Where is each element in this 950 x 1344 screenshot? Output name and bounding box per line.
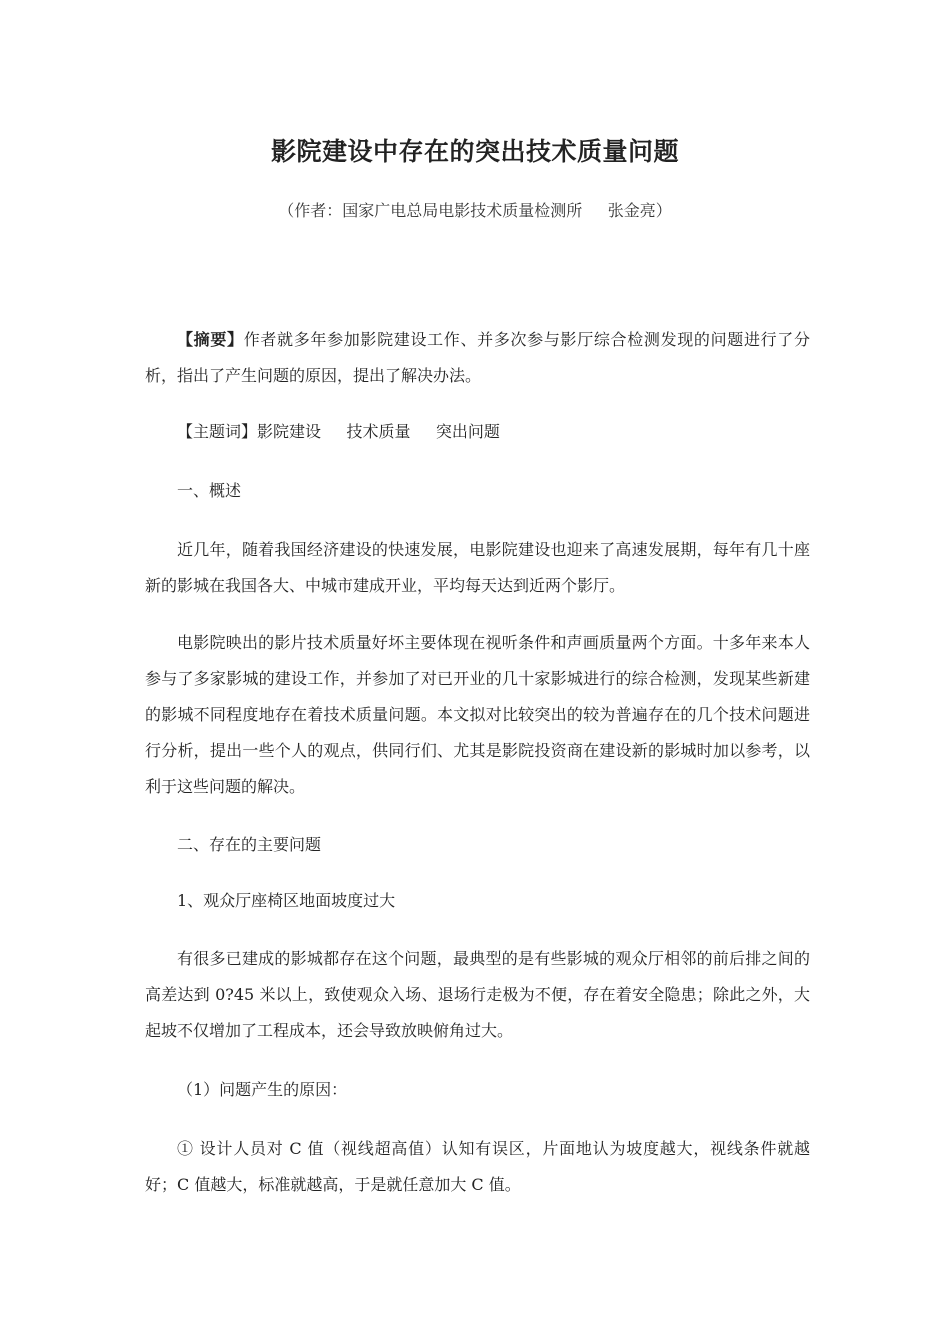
intro-paragraph-1: 近几年，随着我国经济建设的快速发展，电影院建设也迎来了高速发展期，每年有几十座新的影城在我国各大、中城市建成开业，平均每天达到近两个影厅。 [145,540,810,595]
section-heading-overview: 一、概述 [177,481,242,500]
item-paragraph-slope: 有很多已建成的影城都存在这个问题，最典型的是有些影城的观众厅相邻的前后排之间的高差达到 0?45 米以上，致使观众入场、退场行走极为不便，存在着安全隐患；除此之外，大起坡不仅增加了工程成本，还会导致放映俯角过大。 [145,949,810,1040]
cause-point-1: ① 设计人员对 C 值（视线超高值）认知有误区，片面地认为坡度越大，视线条件就越好；C 值越大，标准就越高，于是就任意加大 C 值。 [145,1139,810,1194]
cause-heading: （1）问题产生的原因： [177,1080,348,1099]
section-heading-main-problems: 二、存在的主要问题 [177,835,322,854]
abstract-text: 作者就多年参加影院建设工作、并多次参与影厅综合检测发现的问题进行了分析，指出了产生问题的原因，提出了解决办法。 [145,330,810,385]
keywords-label: 【主题词】 [177,422,258,441]
item-heading-slope: 1、观众厅座椅区地面坡度过大 [177,891,396,910]
abstract-label: 【摘要】 [177,330,244,349]
author-line: （作者：国家广电总局电影技术质量检测所 张金亮） [278,201,672,220]
intro-paragraph-2: 电影院映出的影片技术质量好坏主要体现在视听条件和声画质量两个方面。十多年来本人参与了多家影城的建设工作，并参加了对已开业的几十家影城进行的综合检测，发现某些新建的影城不同程度地存在着技术质量问题。本文拟对比较突出的较为普遍存在的几个技术问题进行分析，提出一些个人的观点，供同行们、尤其是影院投资商在建设新的影城时加以参考，以利于这些问题的解决。 [145,633,810,796]
abstract-paragraph [145,322,810,394]
keywords-text: 影院建设 技术质量 突出问题 [257,422,500,441]
keywords-paragraph [145,414,810,450]
document-title: 影院建设中存在的突出技术质量问题 [270,137,679,166]
